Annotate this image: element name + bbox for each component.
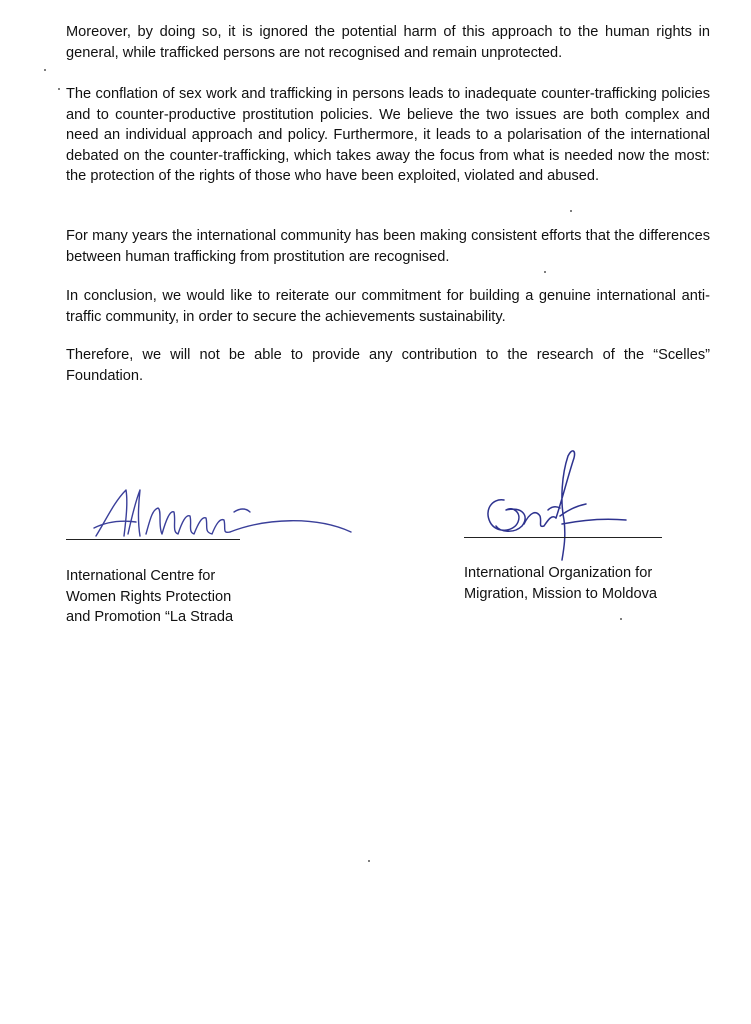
org-line: International Centre for <box>66 568 216 584</box>
scan-speck <box>368 860 370 862</box>
signature-line-left <box>66 539 240 540</box>
handwritten-signature-left <box>66 450 366 550</box>
scan-speck <box>544 271 546 273</box>
handwritten-signature-right <box>464 440 704 565</box>
org-line: International Organization for <box>464 565 653 581</box>
body-paragraph-1: Moreover, by doing so, it is ignored the potential harm of this approach to the human rights in general, while trafficked persons are not recognised and remain unprotected. <box>66 24 710 61</box>
scan-speck <box>58 88 60 90</box>
org-line: and Promotion “La Strada <box>66 609 234 625</box>
org-line: Migration, Mission to Moldova <box>464 585 658 602</box>
scan-speck <box>570 210 572 212</box>
signatory-org-iom <box>464 563 657 604</box>
signatory-org-la-strada <box>66 566 233 628</box>
signature-block-la-strada <box>66 450 366 630</box>
signature-line-right <box>464 537 662 538</box>
signature-block-iom <box>464 440 704 610</box>
org-line: Women Rights Protection <box>66 588 232 605</box>
body-paragraph-5: Therefore, we will not be able to provide any contribution to the research of the “Scelles” Foundation. <box>66 347 710 384</box>
scan-speck <box>44 69 46 71</box>
body-paragraph-2: The conflation of sex work and trafficking in persons leads to inadequate counter-trafficking policies and to counter-productive prostitution policies. We believe the two issues are both complex and need an individual approach and policy. Furthermore, it leads to a polarisation of the international debated on the counter-trafficking, which takes away the focus from what is needed now the most: the protection of the rights of those who have been exploited, violated and abused. <box>66 86 710 184</box>
scan-speck <box>620 618 622 620</box>
body-paragraph-4: In conclusion, we would like to reiterate our commitment for building a genuine international anti-traffic community, in order to secure the achievements sustainability. <box>66 288 710 325</box>
body-paragraph-3: For many years the international community has been making consistent efforts that the differences between human trafficking from prostitution are recognised. <box>66 228 710 265</box>
